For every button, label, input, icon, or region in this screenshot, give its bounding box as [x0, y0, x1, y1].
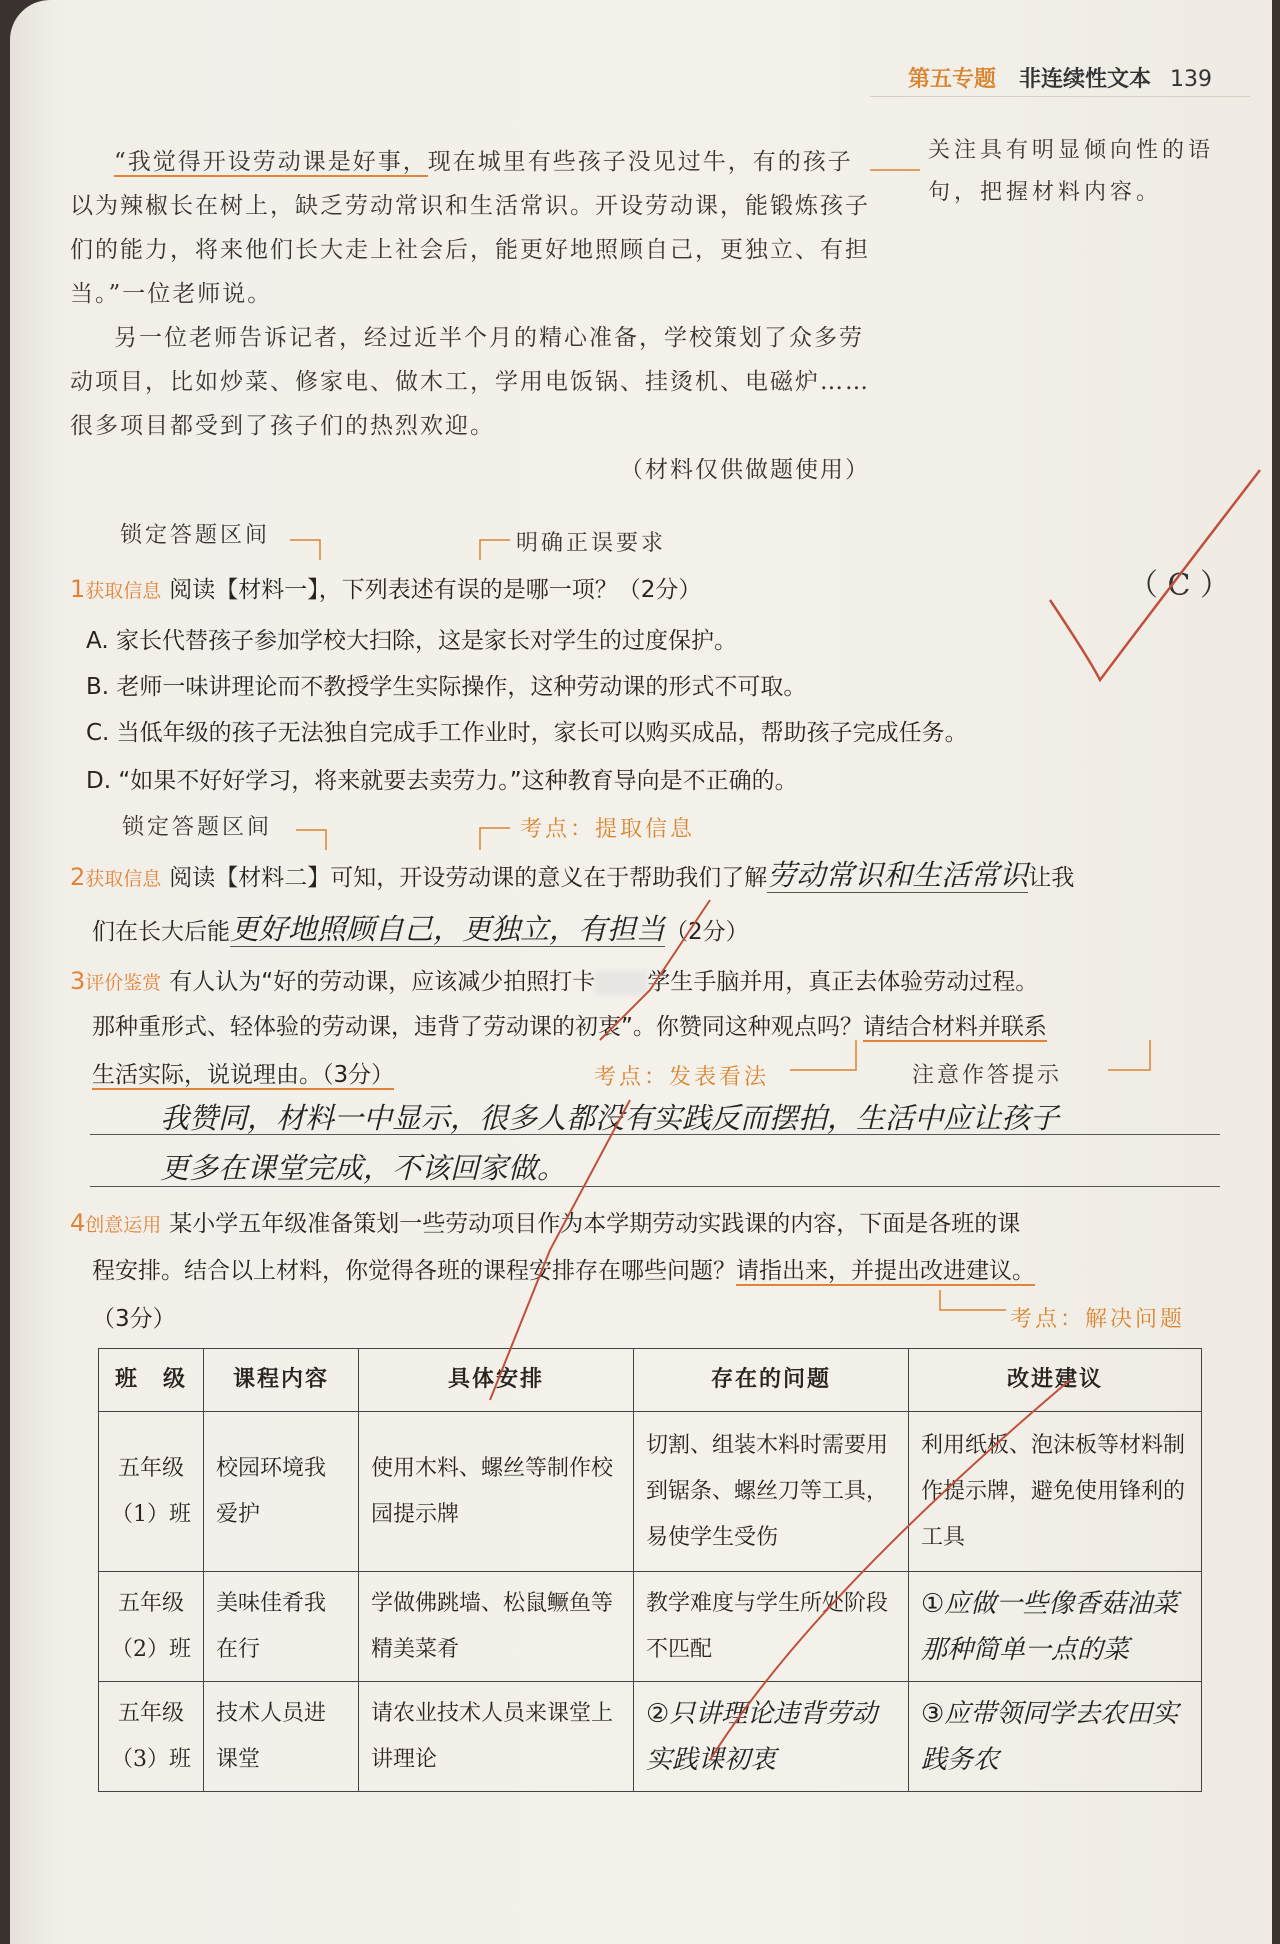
annotation-arrow: [480, 828, 510, 850]
annotation-locate-range-2: 锁定答题区间: [122, 815, 273, 840]
margin-tip: 关注具有明显倾向性的语句，把握材料内容。: [928, 138, 1215, 205]
annotation-answer-hint: 注意作答提示: [912, 1063, 1063, 1088]
column-header-plan: 具体安排: [359, 1349, 634, 1412]
question-stem: 阅读【材料一】，下列表述有误的是哪一项？（2分）: [169, 577, 702, 603]
option-a: A. 家长代替孩子参加学校大扫除，这是家长对学生的过度保护。: [86, 628, 737, 654]
answer-line: [90, 1186, 1220, 1187]
option-d: D. “如果不好好学习，将来就要去卖劳力。”这种教育导向是不正确的。: [86, 768, 798, 794]
question-3: [70, 958, 1038, 1006]
table-cell-problem: 教学难度与学生所处阶段不匹配: [634, 1572, 909, 1682]
annotation-arrow: [290, 540, 320, 560]
table-cell-problem: 切割、组装木料时需要用到锯条、螺丝刀等工具，易使学生受伤: [634, 1412, 909, 1572]
annotation-arrow: [296, 830, 326, 850]
option-c: C. 当低年级的孩子无法独自完成手工作业时，家长可以购买成品，帮助孩子完成任务。: [86, 720, 968, 746]
table-header-row: [99, 1349, 1202, 1412]
section-label: 第五专题: [907, 67, 996, 92]
question-requirement: 生活实际，说说理由。（3分）: [92, 1062, 395, 1088]
column-header-problem: 存在的问题: [634, 1349, 909, 1412]
header-rule: [870, 96, 1250, 97]
table-cell-plan: 使用木料、螺丝等制作校园提示牌: [359, 1412, 634, 1572]
annotation-exam-point-solve: 考点：解决问题: [1010, 1307, 1186, 1332]
table-cell-content: 技术人员进课堂: [204, 1682, 359, 1792]
score-note: （2分）: [665, 919, 749, 945]
passage-paragraph-2: 另一位老师告诉记者，经过近半个月的精心准备，学校策划了众多劳动项目，比如炒菜、修家电、做木工，学用电饭锅、挂烫机、电磁炉……很多项目都受到了孩子们的热烈欢迎。: [70, 325, 870, 439]
question-number: 1: [70, 575, 86, 603]
column-header-class: 班 级: [99, 1349, 204, 1412]
annotation-exam-point-extract: 考点：提取信息: [520, 817, 696, 842]
textbook-page: [10, 0, 1272, 1944]
question-4-line-3: （3分）: [92, 1306, 176, 1332]
question-type-tag: 获取信息: [85, 580, 162, 602]
handwritten-answer-3-line-2: 更多在课堂完成，不该回家做。: [160, 1151, 567, 1185]
handwritten-answer-2: 更好地照顾自己，更独立，有担当: [230, 912, 666, 946]
annotation-clarify-requirement: 明确正误要求: [516, 531, 667, 556]
question-stem: 那种重形式、轻体验的劳动课，违背了劳动课的初衷”。你赞同这种观点吗？: [92, 1014, 863, 1040]
passage-source-note: （材料仅供做题使用）: [620, 457, 870, 483]
highlighted-sentence: “我觉得开设劳动课是好事，: [114, 149, 428, 175]
table-cell-problem-handwritten: ②只讲理论违背劳动实践课初衷: [634, 1682, 909, 1792]
question-requirement: 请指出来，并提出改进建议。: [736, 1258, 1035, 1284]
table-cell-suggestion-handwritten: ③应带领同学去农田实践务农: [909, 1682, 1202, 1792]
answer-line: [90, 1134, 1220, 1135]
table-cell-class: 五年级（2）班: [99, 1572, 204, 1682]
table-row: [99, 1572, 1202, 1682]
table-row: [99, 1412, 1202, 1572]
question-stem: 某小学五年级准备策划一些劳动项目作为本学期劳动实践课的内容，下面是各班的课: [169, 1211, 1021, 1237]
question-4-line-2: [92, 1248, 1035, 1294]
question-3-line-3: [92, 1052, 394, 1098]
question-number: 2: [70, 863, 86, 891]
handwritten-answer-3-line-1: 我赞同，材料一中显示，很多人都没有实践反而摆拍，生活中应让孩子: [160, 1101, 1060, 1135]
page-number: 139: [1170, 67, 1212, 92]
blurred-region: [595, 971, 647, 995]
question-type-tag: 创意运用: [85, 1214, 162, 1236]
question-stem: 们在长大后能: [92, 919, 230, 945]
question-stem: 阅读【材料二】可知，开设劳动课的意义在于帮助我们了解: [169, 865, 768, 891]
question-number: 4: [70, 1209, 86, 1237]
option-b: B. 老师一味讲理论而不教授学生实际操作，这种劳动课的形式不可取。: [86, 674, 807, 700]
annotation-exam-point-opinion: 考点：发表看法: [594, 1065, 770, 1090]
table-cell-plan: 学做佛跳墙、松鼠鳜鱼等精美菜肴: [359, 1572, 634, 1682]
table-cell-class: 五年级（1）班: [99, 1412, 204, 1572]
question-3-line-2: [92, 1004, 1047, 1050]
table-cell-suggestion-handwritten: ①应做一些像香菇油菜那种简单一点的菜: [909, 1572, 1202, 1682]
question-type-tag: 评价鉴赏: [85, 972, 162, 994]
table-cell-plan: 请农业技术人员来课堂上讲理论: [359, 1682, 634, 1792]
annotation-locate-range: 锁定答题区间: [120, 523, 271, 548]
question-stem: 程安排。结合以上材料，你觉得各班的课程安排存在哪些问题？: [92, 1258, 736, 1284]
question-type-tag: 获取信息: [85, 868, 162, 890]
question-4: [70, 1200, 1020, 1248]
question-requirement: 请结合材料并联系: [862, 1014, 1047, 1040]
answer-choice: （ C ）: [1128, 568, 1231, 603]
question-stem: 让我: [1028, 865, 1075, 891]
table-cell-suggestion: 利用纸板、泡沫板等材料制作提示牌，避免使用锋利的工具: [909, 1412, 1202, 1572]
annotation-arrow: [480, 540, 510, 560]
table-cell-content: 校园环境我爱护: [204, 1412, 359, 1572]
passage-text: 现在城里有些孩子没见过牛，有的孩子以为辣椒长在树上，缺乏劳动常识和生活常识。开设劳动课，能锻炼孩子们的能力，将来他们长大走上社会后，能更好地照顾自己，更独立、有担当。”一位老师说。: [70, 149, 870, 307]
annotation-arrow: [1108, 1040, 1150, 1070]
chapter-title: 非连续性文本: [1018, 67, 1151, 92]
table-cell-class: 五年级（3）班: [99, 1682, 204, 1792]
table-row: [99, 1682, 1202, 1792]
passage-paragraph-1: [70, 140, 870, 316]
question-number: 3: [70, 967, 86, 995]
course-plan-table: [98, 1348, 1202, 1792]
column-header-suggestion: 改进建议: [909, 1349, 1202, 1412]
reading-passage: [70, 140, 870, 492]
column-header-content: 课程内容: [204, 1349, 359, 1412]
question-2: [70, 852, 1074, 902]
question-stem: 有人认为“好的劳动课，应该减少拍照打卡: [169, 969, 596, 995]
page-header: [908, 62, 1212, 93]
table-cell-content: 美味佳肴我在行: [204, 1572, 359, 1682]
question-1: [70, 566, 701, 614]
question-stem: 学生手脑并用，真正去体验劳动过程。: [647, 969, 1039, 995]
question-2-line-2: [92, 906, 749, 955]
handwritten-answer-1: 劳动常识和生活常识: [767, 858, 1029, 892]
